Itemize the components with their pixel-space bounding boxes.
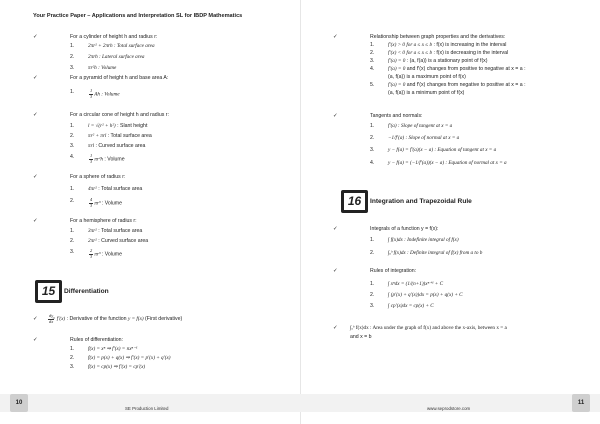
integrals-section: ✓ Integrals of a function y = f(x): 1. ∫ f(x)dx : Indefinite integral of f(x) 2. ∫ₐᵇ f(x)dx : Definite integral of f(x) from a to b: [333, 226, 583, 257]
list-item: 1. ∫ xⁿdx = (1/(n+1))xⁿ⁺¹ + C: [370, 281, 444, 287]
list-item: 1. f(x) = xⁿ ⇒ f′(x) = nxⁿ⁻¹: [70, 346, 138, 352]
list-item: 3. πrl : Curved surface area: [70, 143, 146, 149]
list-item: 3. y − f(a) = f′(a)(x − a) : Equation of tangent at x = a: [370, 147, 497, 153]
page-header: Your Practice Paper – Applications and Interpretation SL for IBDP Mathematics: [33, 13, 243, 19]
list-item: 4. $\frac{1}{3}$ πr²h : Volume: [70, 153, 125, 164]
list-item: 2. ∫ (p′(x) + q′(x))dx = p(x) + q(x) + C: [370, 292, 463, 298]
list-item: 1. f′(a) : Slope of tangent at x = a: [370, 123, 453, 129]
list-item: 2. πr² + πrl : Total surface area: [70, 133, 152, 139]
list-item: 3. f(x) = cp(x) ⇒ f′(x) = cp′(x): [70, 364, 146, 370]
check-icon: ✓: [333, 34, 338, 40]
check-icon: ✓: [33, 75, 38, 81]
page-number: 11: [572, 394, 590, 412]
list-item: 3. $\frac{2}{3}$ πr³ : Volume: [70, 248, 123, 259]
list-item: 2. $\frac{4}{3}$ πr³ : Volume: [70, 197, 123, 208]
list-item: 2. f′(x) < 0 for a ≤ x ≤ b : f(x) is decreasing in the interval: [370, 50, 509, 56]
cylinder-section: ✓ For a cylinder of height h and radius r: 1. 2πr² + 2πrh : Total surface area 2. 2πrh : Lateral surface area 3. πr²h : Volume: [33, 34, 283, 72]
check-icon: ✓: [33, 337, 38, 343]
hemisphere-section: ✓ For a hemisphere of radius r: 1. 3πr² : Total surface area 2. 2πr² : Curved surface area 3. $\frac{2}{3}$ πr³ : Volume: [33, 218, 283, 259]
check-icon: ✓: [33, 218, 38, 224]
list-item: 4. f′(a) = 0 and f′(x) changes from positive to negative at x = a :: [370, 66, 526, 72]
relationship-section: ✓ Relationship between graph properties and the derivatives: 1. f′(x) > 0 for a ≤ x ≤ b : f(x) is increasing in the interval 2. f′(x) < 0 for a ≤ x ≤ b : f(x) is decreasing in the interval 3. f′(a) = 0 : (a, f(a)) is a stationary point of f(x) 4. f′(a) = 0 and f′(x) changes from positive to negative at x = a : (a, f(a)) is a maximum point of f(x) 5. f′(a) = 0 and f′(x) changes from negative to positive at x = a : (a, f(a)) is a minimum point of f(x): [333, 34, 583, 97]
check-icon: ✓: [333, 325, 338, 331]
list-item: 1. f′(x) > 0 for a ≤ x ≤ b : f(x) is increasing in the interval: [370, 42, 507, 48]
list-item: 3. f′(a) = 0 : (a, f(a)) is a stationary point of f(x): [370, 58, 488, 64]
check-icon: ✓: [333, 268, 338, 274]
list-item: 2. ∫ₐᵇ f(x)dx : Definite integral of f(x) from a to b: [370, 250, 483, 256]
footer-text: www.seprodstore.com: [427, 406, 471, 411]
check-icon: ✓: [33, 112, 38, 118]
section-heading: Integration and Trapezoidal Rule: [370, 198, 472, 205]
list-item: 1. l = √(r² + h²) : Slant height: [70, 123, 148, 129]
right-page: [300, 0, 600, 424]
sphere-section: ✓ For a sphere of radius r: 1. 4πr² : Total surface area 2. $\frac{4}{3}$ πr³ : Volume: [33, 174, 283, 208]
list-item: 5. f′(a) = 0 and f′(x) changes from negative to positive at x = a :: [370, 82, 526, 88]
section-heading: Differentiation: [64, 288, 109, 295]
differentiation-rules: ✓ Rules of differentiation: 1. f(x) = xⁿ ⇒ f′(x) = nxⁿ⁻¹ 2. f(x) = p(x) + q(x) ⇒ f′(x) = p′(x) + q′(x) 3. f(x) = cp(x) ⇒ f′(x) = cp′(x): [33, 337, 283, 371]
list-item: 1. 2πr² + 2πrh : Total surface area: [70, 43, 155, 49]
list-item: 1. 4πr² : Total surface area: [70, 186, 143, 192]
pyramid-section: ✓ For a pyramid of height h and base area A: 1. $\frac{1}{3}$ Ah : Volume: [33, 75, 283, 99]
check-icon: ✓: [33, 316, 38, 322]
check-icon: ✓: [333, 113, 338, 119]
derivative-definition: ✓ $\frac{dy}{dx}$ = f′(x) : Derivative of the function y = f(x) (First derivative): [33, 313, 183, 324]
list-item: 2. 2πr² : Curved surface area: [70, 238, 149, 244]
list-item: 1. ∫ f(x)dx : Indefinite integral of f(x): [370, 237, 459, 243]
list-item: 3. ∫ cp′(x)dx = cp(x) + C: [370, 303, 434, 309]
list-item: 1. 3πr² : Total surface area: [70, 228, 143, 234]
list-item: 2. f(x) = p(x) + q(x) ⇒ f′(x) = p′(x) + q′(x): [70, 355, 171, 361]
area-section: ✓ ∫ₐᵇ f(x)dx : Area under the graph of f(x) and above the x-axis, between x = a and x = b: [333, 325, 507, 340]
check-icon: ✓: [33, 174, 38, 180]
list-item: 4. y − f(a) = (−1/f′(a))(x − a) : Equation of normal at x = a: [370, 160, 507, 166]
section-number-badge: 16: [341, 190, 369, 214]
check-icon: ✓: [33, 34, 38, 40]
section-number-badge: 15: [35, 280, 63, 304]
integration-rules: ✓ Rules of integration: 1. ∫ xⁿdx = (1/(n+1))xⁿ⁺¹ + C 2. ∫ (p′(x) + q′(x))dx = p(x) + q(x) + C 3. ∫ cp′(x)dx = cp(x) + C: [333, 268, 583, 310]
list-item: 1. $\frac{1}{3}$ Ah : Volume: [70, 88, 120, 99]
check-icon: ✓: [333, 226, 338, 232]
list-item: 3. πr²h : Volume: [70, 65, 117, 71]
list-item: 2. −1/f′(a) : Slope of normal at x = a: [370, 135, 460, 141]
tangents-section: ✓ Tangents and normals: 1. f′(a) : Slope of tangent at x = a 2. −1/f′(a) : Slope of normal at x = a 3. y − f(a) = f′(a)(x − a) : Equation of tangent at x = a 4. y − f(a) = (−1/f′(a))(x − a) : Equation of normal at x = a: [333, 113, 583, 167]
list-item: 2. 2πrh : Lateral surface area: [70, 54, 145, 60]
cone-section: ✓ For a circular cone of height h and radius r: 1. l = √(r² + h²) : Slant height 2. πr² + πrl : Total surface area 3. πrl : Curved surface area 4. $\frac{1}{3}$ πr²h : Volume: [33, 112, 283, 164]
page-number: 10: [10, 394, 28, 412]
footer-text: SE Production Limited: [125, 406, 169, 411]
